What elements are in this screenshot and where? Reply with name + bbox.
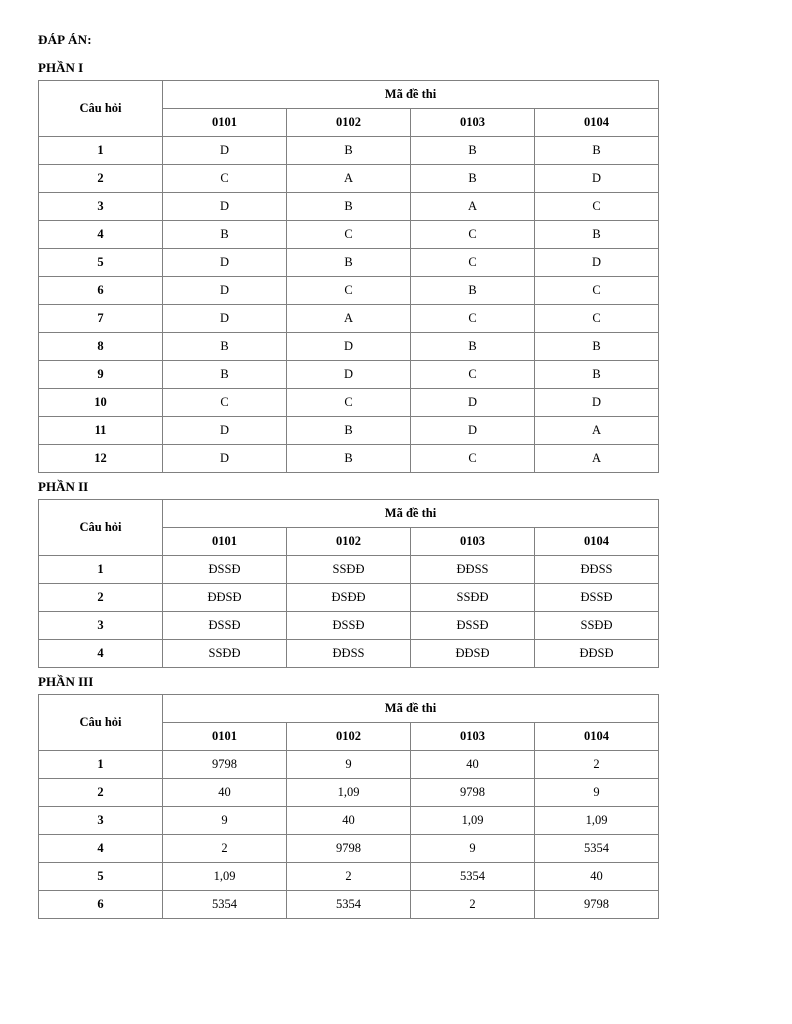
answer-cell: B xyxy=(411,137,535,165)
answer-cell: 5354 xyxy=(163,891,287,919)
answer-cell: C xyxy=(287,389,411,417)
question-number: 11 xyxy=(39,417,163,445)
table-row xyxy=(39,389,659,417)
answer-cell: 2 xyxy=(535,751,659,779)
answer-cell: 2 xyxy=(287,863,411,891)
question-number: 12 xyxy=(39,445,163,473)
answer-cell: ĐĐSS xyxy=(411,556,535,584)
table-row xyxy=(39,835,659,863)
table-row xyxy=(39,249,659,277)
answer-cell: ĐSSĐ xyxy=(535,584,659,612)
answer-cell: C xyxy=(535,277,659,305)
answer-cell: C xyxy=(411,445,535,473)
answer-cell: B xyxy=(535,221,659,249)
question-number: 3 xyxy=(39,612,163,640)
question-number: 2 xyxy=(39,584,163,612)
question-number: 1 xyxy=(39,556,163,584)
table-row xyxy=(39,751,659,779)
answer-cell: C xyxy=(287,277,411,305)
answer-cell: B xyxy=(287,193,411,221)
section-label-phan-2: PHẦN II xyxy=(38,479,89,494)
answer-cell: C xyxy=(163,389,287,417)
answer-cell: B xyxy=(287,249,411,277)
answer-cell: ĐĐSĐ xyxy=(535,640,659,668)
answer-cell: ĐĐSĐ xyxy=(411,640,535,668)
answer-cell: ĐĐSS xyxy=(535,556,659,584)
answer-cell: 1,09 xyxy=(287,779,411,807)
code-column-0103: 0103 xyxy=(411,528,535,556)
answer-cell: ĐSSĐ xyxy=(163,556,287,584)
table-row xyxy=(39,863,659,891)
table-row xyxy=(39,891,659,919)
answer-cell: SSĐĐ xyxy=(535,612,659,640)
table-row xyxy=(39,779,659,807)
answer-cell: 40 xyxy=(535,863,659,891)
question-number: 3 xyxy=(39,807,163,835)
code-column-0102: 0102 xyxy=(287,723,411,751)
section-label-phan-1: PHẦN I xyxy=(38,60,84,75)
table-row xyxy=(39,277,659,305)
code-column-0104: 0104 xyxy=(535,723,659,751)
table-row xyxy=(39,417,659,445)
answer-cell: 40 xyxy=(163,779,287,807)
code-column-0103: 0103 xyxy=(411,723,535,751)
answer-cell: A xyxy=(287,165,411,193)
answer-cell: SSĐĐ xyxy=(411,584,535,612)
answer-cell: B xyxy=(163,221,287,249)
code-column-0104: 0104 xyxy=(535,528,659,556)
table-row xyxy=(39,807,659,835)
answer-cell: D xyxy=(163,249,287,277)
answer-table-phan-1 xyxy=(38,80,659,473)
table-row xyxy=(39,612,659,640)
table-row xyxy=(39,556,659,584)
answer-cell: D xyxy=(287,333,411,361)
answer-cell: A xyxy=(411,193,535,221)
code-column-0101: 0101 xyxy=(163,528,287,556)
table-row xyxy=(39,305,659,333)
answer-cell: 9798 xyxy=(287,835,411,863)
answer-cell: B xyxy=(287,445,411,473)
answer-cell: B xyxy=(411,333,535,361)
table-row xyxy=(39,165,659,193)
answer-cell: C xyxy=(411,305,535,333)
answer-cell: D xyxy=(411,417,535,445)
question-number: 1 xyxy=(39,751,163,779)
answer-cell: 1,09 xyxy=(163,863,287,891)
answer-cell: B xyxy=(411,277,535,305)
answer-table-phan-3 xyxy=(38,694,659,919)
code-header: Mã đề thi xyxy=(163,81,659,109)
answer-cell: D xyxy=(411,389,535,417)
question-number: 3 xyxy=(39,193,163,221)
question-number: 10 xyxy=(39,389,163,417)
table-row xyxy=(39,193,659,221)
answer-cell: C xyxy=(163,165,287,193)
question-header: Câu hỏi xyxy=(39,500,163,556)
question-number: 4 xyxy=(39,835,163,863)
answer-cell: B xyxy=(535,137,659,165)
table-header-row xyxy=(39,695,659,723)
question-number: 7 xyxy=(39,305,163,333)
question-header: Câu hỏi xyxy=(39,81,163,137)
answer-cell: B xyxy=(287,417,411,445)
answer-cell: 9798 xyxy=(535,891,659,919)
answer-cell: 5354 xyxy=(411,863,535,891)
table-header-row xyxy=(39,81,659,109)
answer-cell: D xyxy=(163,305,287,333)
answer-cell: 5354 xyxy=(535,835,659,863)
answer-cell: 1,09 xyxy=(535,807,659,835)
answer-cell: D xyxy=(163,417,287,445)
question-header: Câu hỏi xyxy=(39,695,163,751)
question-number: 5 xyxy=(39,863,163,891)
code-column-0101: 0101 xyxy=(163,109,287,137)
answer-cell: C xyxy=(535,193,659,221)
answer-cell: D xyxy=(535,165,659,193)
question-number: 1 xyxy=(39,137,163,165)
answer-cell: ĐSSĐ xyxy=(163,612,287,640)
answer-table-phan-2 xyxy=(38,499,659,668)
answer-cell: D xyxy=(163,193,287,221)
page-title: ĐÁP ÁN: xyxy=(38,32,92,47)
question-number: 2 xyxy=(39,779,163,807)
answer-cell: C xyxy=(411,249,535,277)
code-column-0101: 0101 xyxy=(163,723,287,751)
answer-cell: D xyxy=(163,137,287,165)
answer-cell: SSĐĐ xyxy=(287,556,411,584)
question-number: 4 xyxy=(39,640,163,668)
answer-cell: A xyxy=(287,305,411,333)
answer-cell: ĐĐSĐ xyxy=(163,584,287,612)
code-header: Mã đề thi xyxy=(163,500,659,528)
code-column-0102: 0102 xyxy=(287,109,411,137)
answer-cell: ĐSSĐ xyxy=(411,612,535,640)
answer-cell: SSĐĐ xyxy=(163,640,287,668)
question-number: 4 xyxy=(39,221,163,249)
answer-cell: 9 xyxy=(287,751,411,779)
table-row xyxy=(39,361,659,389)
answer-cell: B xyxy=(535,333,659,361)
answer-cell: D xyxy=(163,277,287,305)
section-label-phan-3: PHẦN III xyxy=(38,674,94,689)
question-number: 6 xyxy=(39,277,163,305)
answer-cell: D xyxy=(163,445,287,473)
answer-cell: B xyxy=(163,361,287,389)
question-number: 9 xyxy=(39,361,163,389)
answer-cell: 1,09 xyxy=(411,807,535,835)
answer-cell: 5354 xyxy=(287,891,411,919)
answer-cell: C xyxy=(287,221,411,249)
code-header: Mã đề thi xyxy=(163,695,659,723)
answer-cell: B xyxy=(535,361,659,389)
answer-cell: C xyxy=(411,361,535,389)
answer-cell: D xyxy=(287,361,411,389)
answer-cell: 9 xyxy=(163,807,287,835)
answer-cell: D xyxy=(535,389,659,417)
answer-cell: 40 xyxy=(287,807,411,835)
answer-cell: B xyxy=(287,137,411,165)
table-header-row xyxy=(39,500,659,528)
answer-cell: 9798 xyxy=(411,779,535,807)
answer-cell: A xyxy=(535,417,659,445)
answer-cell: B xyxy=(411,165,535,193)
question-number: 8 xyxy=(39,333,163,361)
answer-cell: 9 xyxy=(535,779,659,807)
code-column-0102: 0102 xyxy=(287,528,411,556)
table-row xyxy=(39,221,659,249)
answer-cell: 2 xyxy=(163,835,287,863)
table-row xyxy=(39,640,659,668)
answer-cell: D xyxy=(535,249,659,277)
answer-cell: 2 xyxy=(411,891,535,919)
table-row xyxy=(39,137,659,165)
table-row xyxy=(39,333,659,361)
code-column-0103: 0103 xyxy=(411,109,535,137)
table-row xyxy=(39,445,659,473)
answer-cell: C xyxy=(411,221,535,249)
question-number: 5 xyxy=(39,249,163,277)
code-column-0104: 0104 xyxy=(535,109,659,137)
answer-cell: ĐĐSS xyxy=(287,640,411,668)
answer-cell: B xyxy=(163,333,287,361)
answer-cell: 9 xyxy=(411,835,535,863)
answer-cell: 9798 xyxy=(163,751,287,779)
question-number: 2 xyxy=(39,165,163,193)
answer-cell: ĐSĐĐ xyxy=(287,584,411,612)
answer-cell: C xyxy=(535,305,659,333)
answer-cell: 40 xyxy=(411,751,535,779)
answer-cell: ĐSSĐ xyxy=(287,612,411,640)
answer-cell: A xyxy=(535,445,659,473)
question-number: 6 xyxy=(39,891,163,919)
table-row xyxy=(39,584,659,612)
